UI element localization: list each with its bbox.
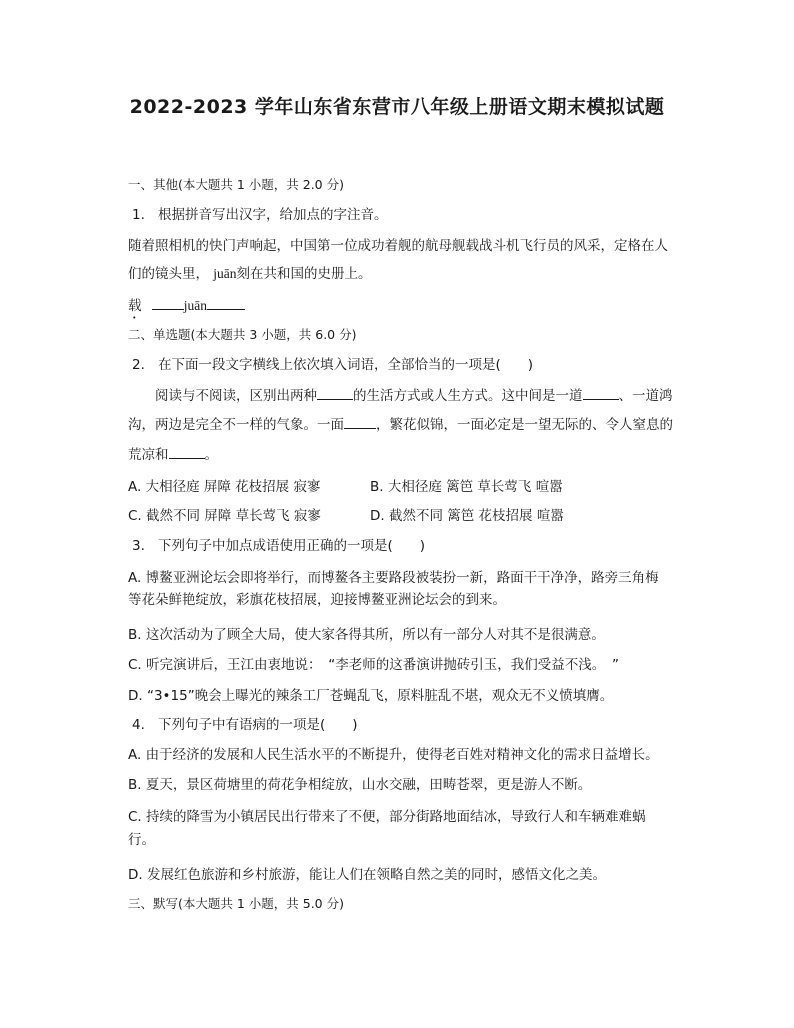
passage-line — [128, 415, 673, 434]
passage-text: 刻在共和国的史册上。 — [236, 266, 372, 282]
option-a[interactable]: A. 大相径庭 屏障 花枝招展 寂寥 — [128, 479, 321, 495]
question-text: 根据拼音写出汉字，给加点的字注音。 — [158, 207, 388, 223]
passage-line — [128, 445, 218, 464]
passage-line — [128, 265, 372, 283]
option-c[interactable]: C. 截然不同 屏障 草长莺飞 寂寥 — [128, 508, 321, 524]
option-b[interactable]: B. 这次活动为了顾全大局，使大家各得其所，所以有一部分人对其不是很满意。 — [128, 627, 605, 643]
passage-text: 。 — [204, 447, 218, 463]
option-a[interactable]: A. 博鳌亚洲论坛会即将举行，而博鳌各主要路段被装扮一新，路面干干净净，路旁三角梅 — [128, 570, 659, 586]
section-heading-other: 一、其他(本大题共 1 小题，共 2.0 分) — [128, 177, 344, 192]
answer-blank[interactable] — [152, 296, 184, 310]
question-number: 4. — [132, 717, 145, 733]
question-number: 3. — [132, 538, 145, 554]
question-text: 下列句子中有语病的一项是( ) — [158, 717, 358, 733]
option-a[interactable]: A. 由于经济的发展和人民生活水平的不断提升，使得老百姓对精神文化的需求日益增长。 — [128, 747, 659, 763]
option-c[interactable]: C. 持续的降雪为小镇居民出行带来了不便，部分街路地面结冰，导致行人和车辆难难蜗 — [128, 809, 646, 825]
option-b[interactable]: B. 夏天，景区荷塘里的荷花争相绽放，山水交融，田畴苍翠，更是游人不断。 — [128, 777, 592, 793]
fill-blank[interactable] — [169, 445, 205, 459]
question-3-stem — [132, 537, 425, 555]
question-number: 2. — [132, 357, 145, 373]
fill-blank[interactable] — [344, 415, 376, 429]
page-title: 2022-2023 学年山东省东营市八年级上册语文期末模拟试题 — [129, 96, 665, 118]
question-number: 1. — [132, 207, 145, 223]
option-a-continued: 等花朵鲜艳绽放，彩旗花枝招展，迎接博鳌亚洲论坛会的到来。 — [128, 592, 506, 608]
dotted-char: 载 — [128, 298, 142, 314]
answer-blank[interactable] — [207, 296, 245, 310]
question-4-stem — [132, 716, 358, 734]
passage-text: 们的镜头里， — [128, 266, 209, 282]
option-d[interactable]: D. 发展红色旅游和乡村旅游，能让人们在领略自然之美的同时，感悟文化之美。 — [128, 867, 606, 883]
question-text: 下列句子中加点成语使用正确的一项是( ) — [158, 538, 426, 554]
passage-text: 阅读与不阅读，区别出两种 — [155, 388, 317, 404]
question-1-stem — [132, 206, 388, 224]
passage-line: 随着照相机的快门声响起，中国第一位成功着舰的航母舰载战斗机飞行员的风采，定格在人 — [128, 238, 668, 254]
passage-text: 的生活方式或人生方式。这中间是一道 — [353, 388, 583, 404]
section-heading-dictation: 三、默写(本大题共 1 小题，共 5.0 分) — [128, 896, 344, 911]
pinyin-text: juān — [213, 266, 237, 281]
passage-text: 、一道鸿 — [618, 388, 673, 404]
option-c[interactable]: C. 听完演讲后，王江由衷地说： “李老师的这番演讲抛砖引玉，我们受益不浅。 ” — [128, 657, 619, 673]
answer-line — [128, 296, 245, 322]
option-c-continued: 行。 — [128, 832, 155, 848]
passage-text: 荒凉和 — [128, 447, 169, 463]
fill-blank[interactable] — [583, 386, 619, 400]
fill-blank[interactable] — [317, 386, 353, 400]
option-d[interactable]: D. 截然不同 篱笆 花枝招展 喧嚣 — [370, 508, 564, 524]
pinyin-text: juān — [183, 298, 208, 313]
option-d[interactable]: D. “3•15”晚会上曝光的辣条工厂苍蝇乱飞，原料脏乱不堪，观众无不义愤填膺。 — [128, 688, 614, 704]
passage-text: ，繁花似锦，一面必定是一望无际的、令人窒息的 — [376, 417, 673, 433]
section-heading-single-choice: 二、单选题(本大题共 3 小题，共 6.0 分) — [128, 327, 357, 342]
passage-line — [155, 386, 673, 405]
question-2-stem — [132, 356, 533, 374]
option-b[interactable]: B. 大相径庭 篱笆 草长莺飞 喧嚣 — [370, 479, 563, 495]
passage-text: 沟，两边是完全不一样的气象。一面 — [128, 417, 344, 433]
question-text: 在下面一段文字横线上依次填入词语，全部恰当的一项是( ) — [158, 357, 534, 373]
